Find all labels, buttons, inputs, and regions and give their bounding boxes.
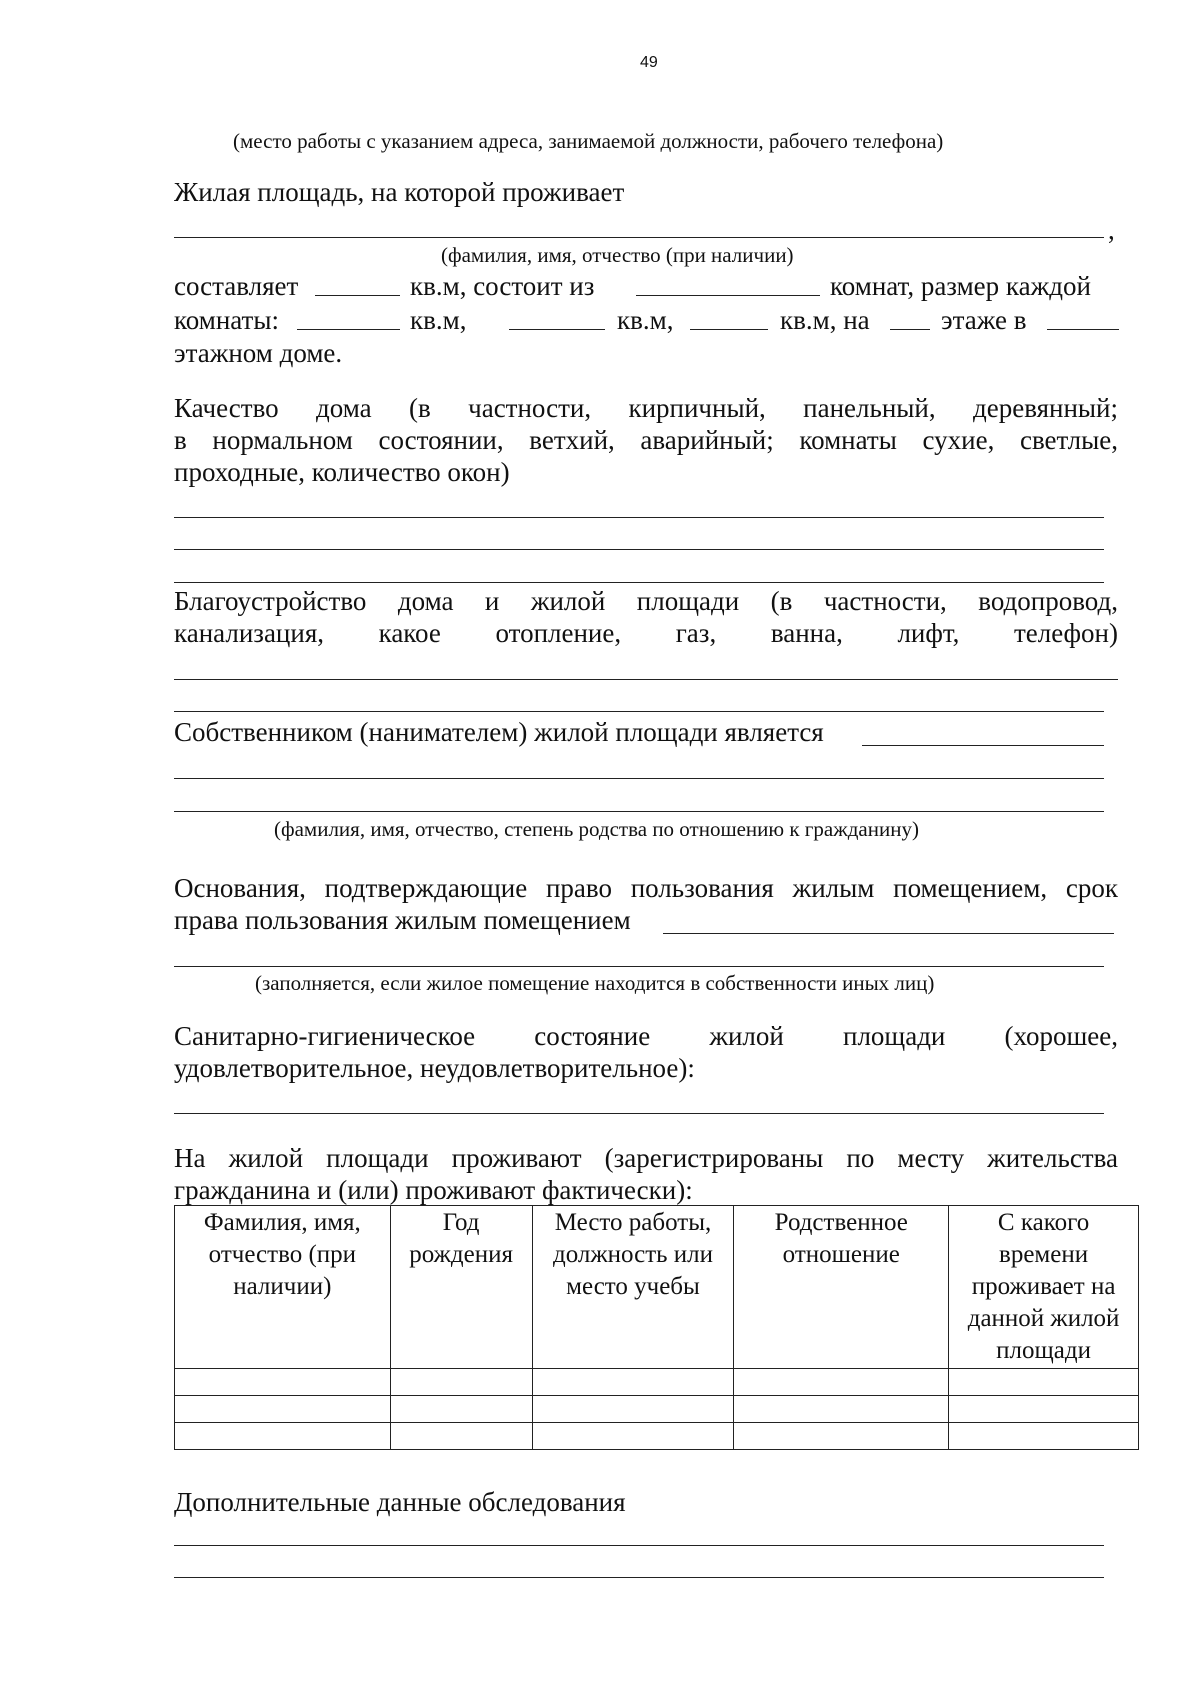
table-cell: [175, 1423, 391, 1450]
residents-line2: гражданина и (или) проживают фактически):: [174, 1175, 693, 1205]
room2-size-fill: [509, 309, 605, 330]
rooms-count-fill: [636, 275, 820, 296]
table-header-row: [175, 1206, 1139, 1369]
col-header-since: С какого времени проживает на данной жилой площади: [949, 1206, 1139, 1369]
storey-label: этажном доме.: [174, 338, 343, 368]
page-number: 49: [640, 54, 658, 71]
sanitary-line1: Санитарно-гигиеническое состояние жилой площади (хорошее,: [174, 1021, 1118, 1051]
house-quality-fill-line: [174, 517, 1104, 518]
sanitary-fill-line: [174, 1113, 1104, 1114]
table-cell: [390, 1396, 532, 1423]
grounds-line1: Основания, подтверждающие право пользования жилым помещением, срок: [174, 873, 1118, 903]
table-cell: [949, 1423, 1139, 1450]
house-quality-fill-line: [174, 582, 1104, 583]
table-cell: [390, 1423, 532, 1450]
grounds-fill-line: [663, 933, 1114, 934]
grounds-line2: права пользования жилым помещением: [174, 905, 631, 935]
storeys-fill: [1047, 309, 1119, 330]
owner-caption: (фамилия, имя, отчество, степень родства по отношению к гражданину): [274, 817, 919, 841]
floor-label: этаже в: [941, 305, 1027, 335]
table-cell: [949, 1369, 1139, 1396]
table-cell: [532, 1369, 734, 1396]
table-cell: [532, 1423, 734, 1450]
additional-label: Дополнительные данные обследования: [174, 1487, 626, 1517]
col-header-work-place: Место работы, должность или место учебы: [532, 1206, 734, 1369]
col-header-birth-year: Год рождения: [390, 1206, 532, 1369]
house-quality-line2: в нормальном состоянии, ветхий, аварийный; комнаты сухие, светлые,: [174, 425, 1118, 455]
fio-fill-line: [174, 237, 1104, 238]
residents-table: [174, 1205, 1139, 1450]
amenities-fill-line: [174, 679, 1118, 680]
table-cell: [949, 1396, 1139, 1423]
house-quality-line3: проходные, количество окон): [174, 457, 510, 487]
additional-fill-line: [174, 1577, 1104, 1578]
owner-fill-line: [174, 778, 1104, 779]
sanitary-line2: удовлетворительное, неудовлетворительное):: [174, 1053, 695, 1083]
room3-sqm-on: кв.м, на: [780, 305, 870, 335]
table-cell: [532, 1396, 734, 1423]
rooms-sizes-label: комнаты:: [174, 305, 279, 335]
grounds-fill-line: [174, 966, 1104, 967]
col-header-relation: Родственное отношение: [734, 1206, 949, 1369]
table-cell: [390, 1369, 532, 1396]
comma-mark: ,: [1108, 215, 1115, 245]
room1-sqm: кв.м,: [410, 305, 467, 335]
additional-fill-line: [174, 1545, 1104, 1546]
amenities-line1: Благоустройство дома и жилой площади (в частности, водопровод,: [174, 586, 1118, 616]
table-cell: [734, 1396, 949, 1423]
rooms-label: комнат, размер каждой: [830, 271, 1091, 301]
table-row: [175, 1423, 1139, 1450]
work-place-caption: (место работы с указанием адреса, занимаемой должности, рабочего телефона): [233, 129, 944, 153]
owner-label: Собственником (нанимателем) жилой площади является: [174, 717, 824, 747]
grounds-caption: (заполняется, если жилое помещение находится в собственности иных лиц): [255, 971, 935, 995]
amenities-line2: канализация, какое отопление, газ, ванна, лифт, телефон): [174, 618, 1118, 648]
table-row: [175, 1396, 1139, 1423]
table-cell: [175, 1369, 391, 1396]
room3-size-fill: [690, 309, 768, 330]
living-space-heading: Жилая площадь, на которой проживает: [174, 177, 625, 207]
area-total-fill: [315, 275, 400, 296]
col-header-fio: Фамилия, имя, отчество (при наличии): [175, 1206, 391, 1369]
residents-line1: На жилой площади проживают (зарегистрированы по месту жительства: [174, 1143, 1118, 1173]
amenities-fill-line: [174, 711, 1104, 712]
table-cell: [175, 1396, 391, 1423]
floor-fill: [890, 309, 930, 330]
owner-fill-line: [862, 745, 1104, 746]
house-quality-line1: Качество дома (в частности, кирпичный, панельный, деревянный;: [174, 393, 1118, 423]
area-consists-label: составляет: [174, 271, 299, 301]
table-cell: [734, 1369, 949, 1396]
room2-sqm: кв.м,: [617, 305, 674, 335]
table-cell: [734, 1423, 949, 1450]
area-sqm-consists: кв.м, состоит из: [410, 271, 595, 301]
table-row: [175, 1369, 1139, 1396]
room1-size-fill: [297, 309, 400, 330]
fio-caption: (фамилия, имя, отчество (при наличии): [441, 243, 794, 267]
owner-fill-line: [174, 811, 1104, 812]
house-quality-fill-line: [174, 549, 1104, 550]
